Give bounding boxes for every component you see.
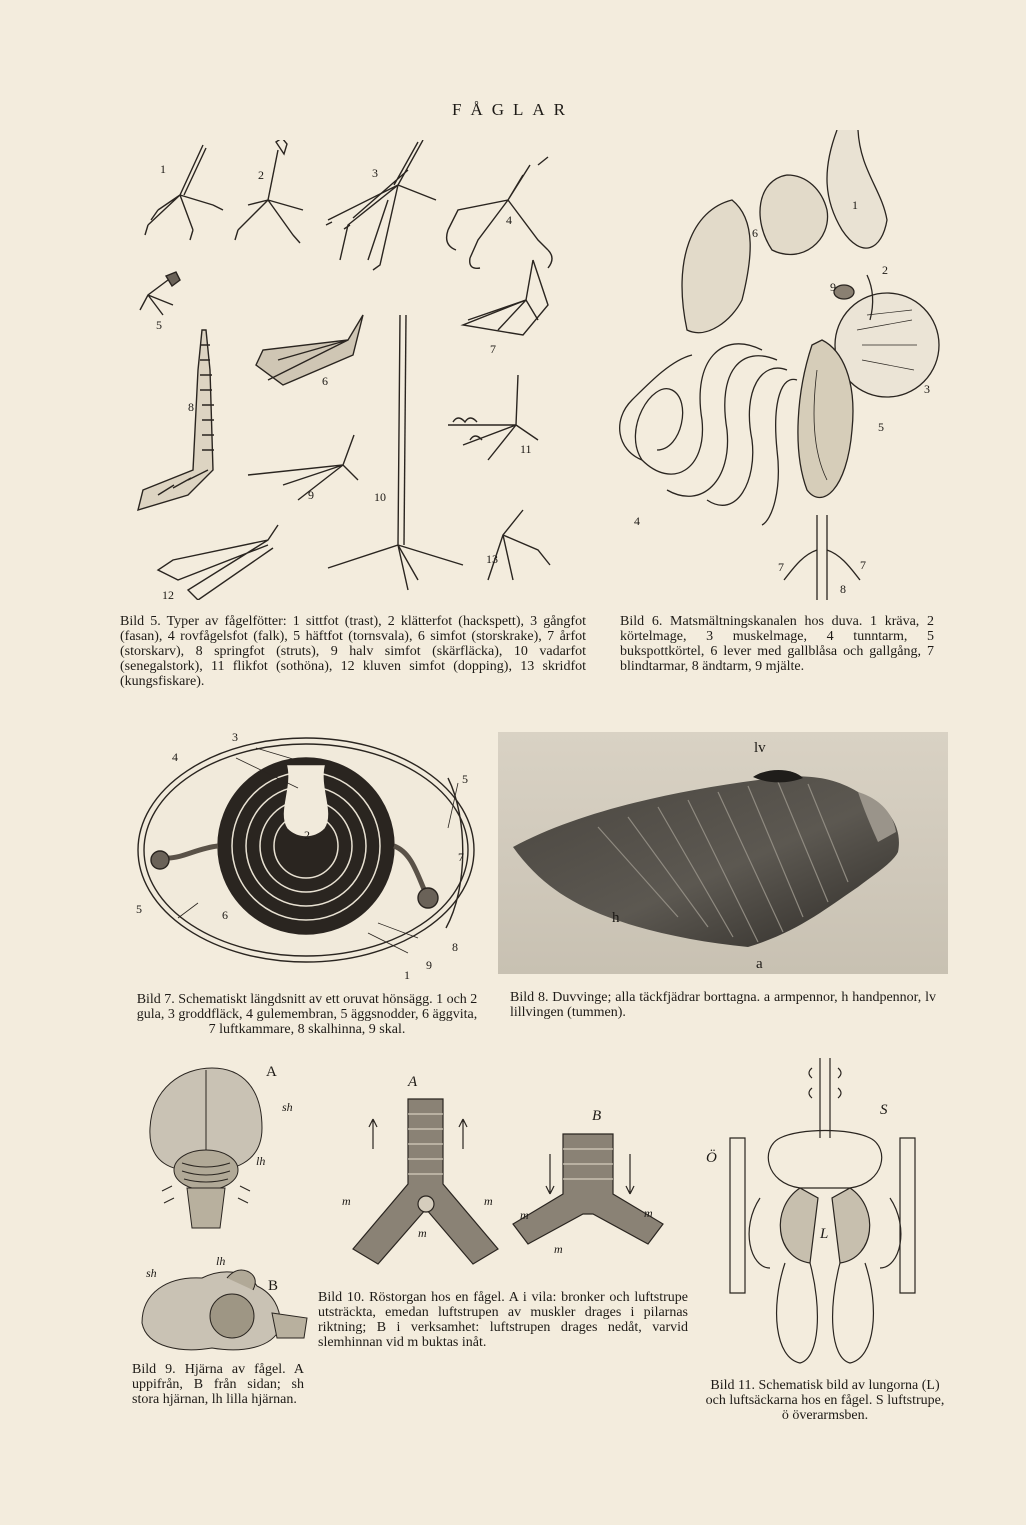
brain-label-A: A	[266, 1064, 277, 1080]
syrinx-label-m-b-bottom: m	[554, 1242, 563, 1256]
tract-label-2: 2	[882, 263, 888, 277]
figure-bird-brain	[132, 1058, 312, 1368]
foot-12-illustration	[158, 525, 278, 600]
tract-label-5: 5	[878, 420, 884, 434]
figure-syrinx	[338, 1074, 688, 1294]
caption-bild-8: Bild 8. Duvvinge; alla täckfjädrar borttagna. a armpennor, h handpennor, lv lillvingen (tummen).	[510, 990, 936, 1020]
lungs-label-humerus: Ö	[706, 1150, 717, 1166]
syrinx-label-m-b-right: m	[644, 1206, 653, 1220]
foot-label-12: 12	[162, 588, 174, 602]
syrinx-label-m-a-left: m	[342, 1194, 351, 1208]
wing-label-a: a	[756, 956, 763, 972]
caption-bild-5: Bild 5. Typer av fågelfötter: 1 sittfot (trast), 2 klätterfot (hackspett), 3 gångfot (fasan), 4 rovfågelsfot (falk), 5 häftfot (tornsvala), 6 simfot (storskrake), 7 årfot (storskarv), 8 springfot (struts), 9 halv simfot (skärfläcka), 10 vadarfot (senegalstork), 11 flikfot (sothöna), 12 kluven simfot (dopping), 13 skridfot (kungsfiskare).	[120, 614, 586, 689]
egg-label-8: 8	[452, 940, 458, 954]
foot-label-3: 3	[372, 166, 378, 180]
syrinx-label-m-a-center: m	[418, 1226, 427, 1240]
foot-label-1: 1	[160, 162, 166, 176]
tract-label-9: 9	[830, 280, 836, 294]
lungs-label-S: S	[880, 1102, 888, 1118]
egg-label-7: 7	[458, 850, 464, 864]
lungs-label-L: L	[820, 1226, 829, 1242]
caption-bild-10: Bild 10. Röstorgan hos en fågel. A i vila: bronker och luftstrupe utsträckta, emedan luftstrupen av muskler drages i pilarnas riktning; B i verksamhet: luftstrupen drages nedåt, varvid slemhinnan vid m buktas inåt.	[318, 1290, 688, 1350]
page-title: FÅGLAR	[451, 100, 574, 119]
tract-label-1: 1	[852, 198, 858, 212]
foot-1-illustration	[145, 145, 223, 240]
brain-label-lh-side: lh	[216, 1254, 226, 1268]
egg-label-5b: 5	[462, 772, 468, 786]
syrinx-label-m-b-left: m	[520, 1208, 529, 1222]
egg-label-9: 9	[426, 958, 432, 972]
foot-13-illustration	[488, 510, 550, 580]
egg-label-4: 4	[172, 750, 178, 764]
foot-4-illustration	[447, 157, 552, 268]
foot-7-illustration	[463, 260, 548, 335]
caption-bild-7: Bild 7. Schematiskt längdsnitt av ett oruvat hönsägg. 1 och 2 gula, 3 groddfläck, 4 gulemembran, 5 äggsnodder, 6 äggvita, 7 luftkammare, 8 skalhinna, 9 skal.	[136, 992, 478, 1037]
brain-label-sh-side: sh	[146, 1266, 157, 1280]
figure-pigeon-wing-photo	[498, 732, 948, 974]
tract-label-7b: 7	[860, 558, 866, 572]
egg-label-3: 3	[232, 730, 238, 744]
foot-label-10: 10	[374, 490, 386, 504]
foot-9-illustration	[248, 435, 358, 500]
tract-label-6: 6	[752, 226, 758, 240]
brain-label-lh-top: lh	[256, 1154, 266, 1168]
egg-label-1: 1	[404, 968, 410, 982]
foot-2-illustration	[235, 140, 303, 243]
figure-egg-section	[128, 728, 488, 982]
tract-label-3: 3	[924, 382, 930, 396]
egg-label-6: 6	[222, 908, 228, 922]
caption-bild-6: Bild 6. Matsmältningskanalen hos duva. 1 kräva, 2 körtelmage, 3 muskelmage, 4 tunntarm, 5 bukspottkörtel, 6 lever med gallblåsa och gallgång, 7 blindtarmar, 8 ändtarm, 9 mjälte.	[620, 614, 934, 674]
foot-label-4: 4	[506, 213, 512, 227]
foot-8-illustration	[138, 330, 214, 510]
foot-label-13: 13	[486, 552, 498, 566]
figure-bird-feet	[118, 140, 578, 600]
figure-lungs-air-sacs	[700, 1058, 950, 1378]
syrinx-label-m-a-right: m	[484, 1194, 493, 1208]
foot-label-6: 6	[322, 374, 328, 388]
egg-label-2: 2	[304, 828, 310, 842]
brain-label-B: B	[268, 1278, 279, 1294]
foot-label-9: 9	[308, 488, 314, 502]
foot-5-illustration	[140, 272, 180, 315]
syrinx-label-B: B	[592, 1108, 602, 1124]
syrinx-label-A: A	[408, 1074, 418, 1090]
foot-label-5: 5	[156, 318, 162, 332]
foot-label-7: 7	[490, 342, 496, 356]
tract-label-7a: 7	[778, 560, 784, 574]
foot-6-illustration	[256, 315, 363, 385]
foot-label-2: 2	[258, 168, 264, 182]
figure-digestive-tract	[612, 130, 952, 600]
wing-label-h: h	[612, 910, 620, 926]
foot-label-8: 8	[188, 400, 194, 414]
caption-bild-11: Bild 11. Schematisk bild av lungorna (L) och luftsäckarna hos en fågel. S luftstrupe, ö överarmsben.	[705, 1378, 945, 1423]
caption-bild-9: Bild 9. Hjärna av fågel. A uppifrån, B från sidan; sh stora hjärnan, lh lilla hjärnan.	[132, 1362, 304, 1407]
tract-label-8: 8	[840, 582, 846, 596]
egg-label-5a: 5	[136, 902, 142, 916]
foot-label-11: 11	[520, 442, 532, 456]
tract-label-4: 4	[634, 514, 640, 528]
foot-3-illustration	[326, 140, 436, 270]
wing-label-lv: lv	[754, 740, 766, 756]
brain-label-sh-top: sh	[282, 1100, 293, 1114]
